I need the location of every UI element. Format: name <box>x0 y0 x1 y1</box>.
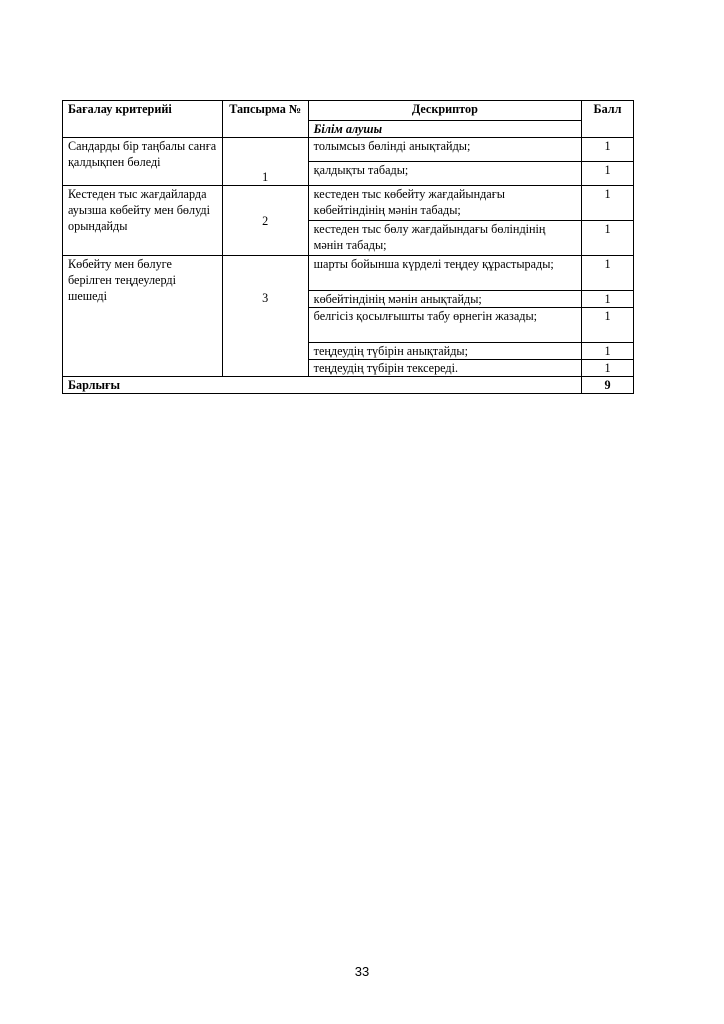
score-cell: 1 <box>582 221 634 256</box>
score-cell: 1 <box>582 308 634 343</box>
score-cell: 1 <box>582 343 634 360</box>
total-value: 9 <box>582 377 634 394</box>
descriptor-cell: кестеден тыс бөлу жағдайындағы бөліндінің мәнін табады; <box>308 221 581 256</box>
descriptor-cell: шарты бойынша күрделі теңдеу құрастырады; <box>308 256 581 291</box>
descriptor-cell: толымсыз бөлінді анықтайды; <box>308 138 581 162</box>
descriptor-cell: кестеден тыс көбейту жағдайындағы көбейтіндінің мәнін табады; <box>308 186 581 221</box>
descriptor-cell: теңдеудің түбірін тексереді. <box>308 360 581 377</box>
score-cell: 1 <box>582 186 634 221</box>
score-cell: 1 <box>582 162 634 186</box>
task-number-cell: 1 <box>222 138 308 186</box>
header-score: Балл <box>582 101 634 138</box>
criterion-cell: Кестеден тыс жағдайларда ауызша көбейту мен бөлуді орындайды <box>63 186 223 256</box>
header-criteria: Бағалау критерийі <box>63 101 223 138</box>
descriptor-cell: теңдеудің түбірін анықтайды; <box>308 343 581 360</box>
score-cell: 1 <box>582 360 634 377</box>
table-row <box>63 138 634 162</box>
criterion-cell: Сандарды бір таңбалы санға қалдықпен бөледі <box>63 138 223 186</box>
descriptor-cell: белгісіз қосылғышты табу өрнегін жазады; <box>308 308 581 343</box>
task-number-cell: 2 <box>222 186 308 256</box>
descriptor-cell: көбейтіндінің мәнін анықтайды; <box>308 291 581 308</box>
header-descriptor-subtitle: Білім алушы <box>308 121 581 138</box>
task-number-cell: 3 <box>222 256 308 377</box>
header-task-number: Тапсырма № <box>222 101 308 138</box>
score-cell: 1 <box>582 291 634 308</box>
header-row <box>63 101 634 121</box>
criterion-cell: Көбейту мен бөлуге берілген теңдеулерді шешеді <box>63 256 223 377</box>
total-label: Барлығы <box>63 377 582 394</box>
header-descriptor: Дескриптор <box>308 101 581 121</box>
score-cell: 1 <box>582 256 634 291</box>
table-row <box>63 256 634 291</box>
assessment-criteria-table <box>62 100 634 394</box>
page-number: 33 <box>354 964 370 979</box>
score-cell: 1 <box>582 138 634 162</box>
descriptor-cell: қалдықты табады; <box>308 162 581 186</box>
total-row <box>63 377 634 394</box>
table-row <box>63 186 634 221</box>
